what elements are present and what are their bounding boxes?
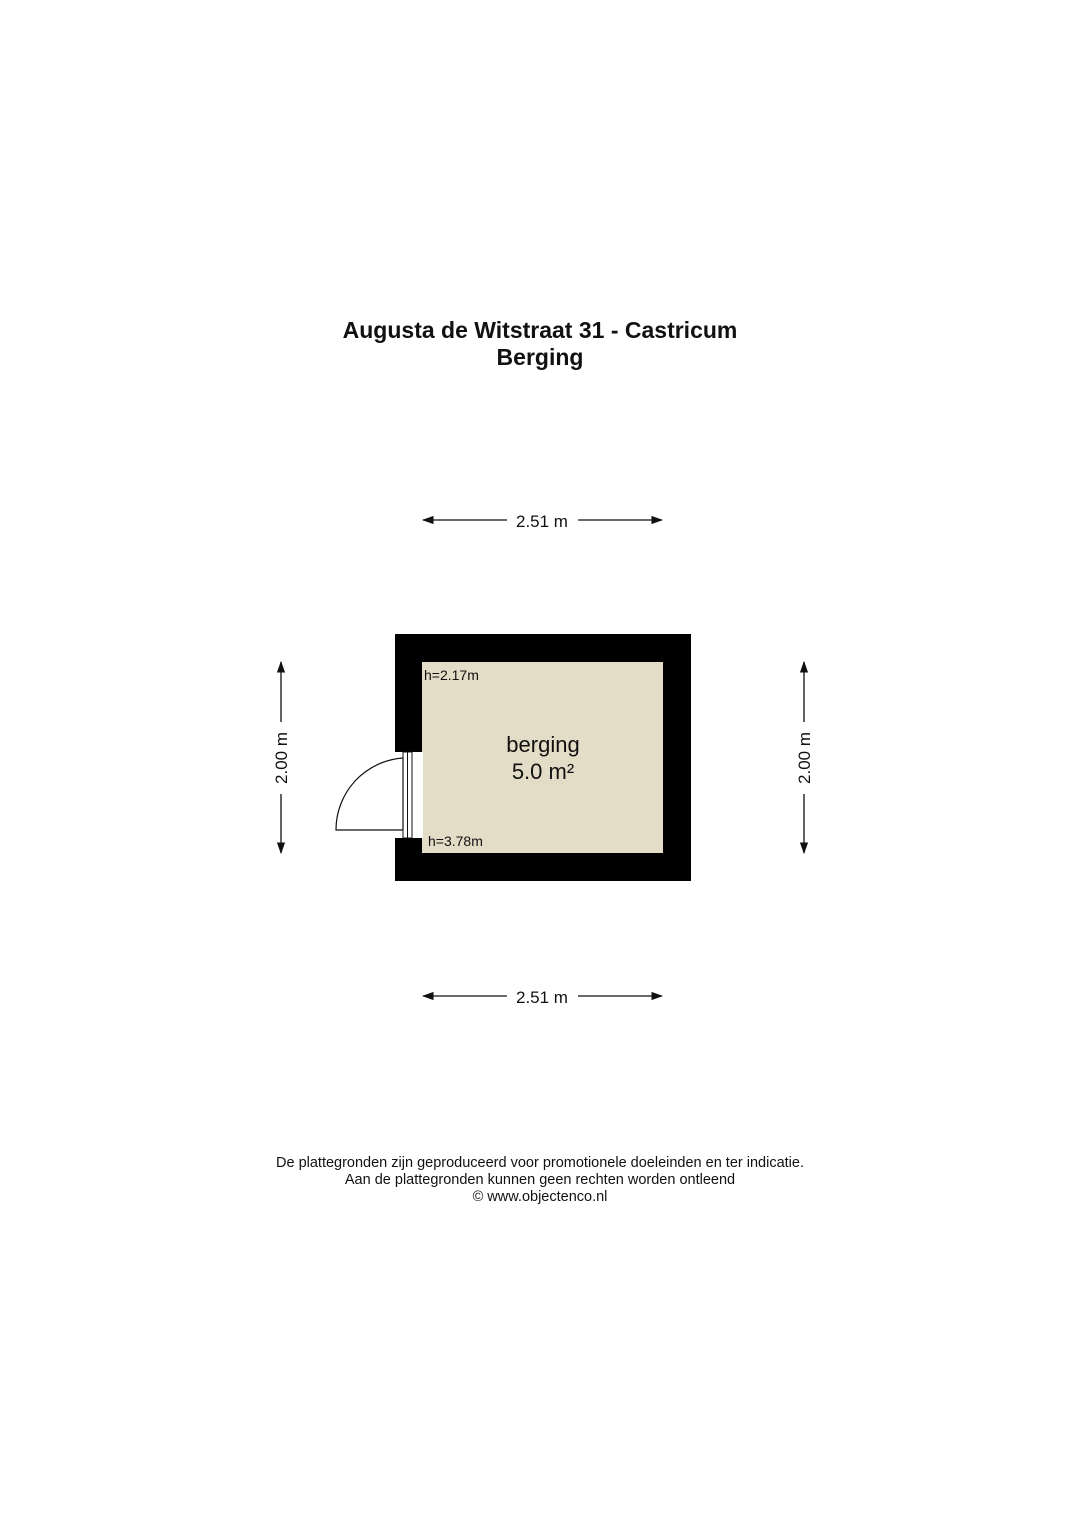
dimension-left-label: 2.00 m <box>272 732 291 784</box>
dimension-top <box>423 512 662 531</box>
page-title: Augusta de Witstraat 31 - Castricum <box>342 317 738 343</box>
disclaimer-line-1: De plattegronden zijn geproduceerd voor promotionele doeleinden en ter indicatie. <box>276 1155 804 1171</box>
dimension-bottom <box>423 988 662 1007</box>
copyright-link[interactable]: © www.objectenco.nl <box>472 1189 608 1205</box>
dimension-right-label: 2.00 m <box>795 732 814 784</box>
dimension-left <box>272 662 291 853</box>
room-name: berging <box>506 732 580 757</box>
ceiling-height-bottom: h=3.78m <box>428 833 483 849</box>
dimension-top-label: 2.51 m <box>516 512 568 531</box>
dimension-right <box>795 662 814 853</box>
room-area: 5.0 m² <box>511 759 575 784</box>
disclaimer-line-2: Aan de plattegronden kunnen geen rechten worden ontleend <box>344 1172 736 1188</box>
dimension-bottom-label: 2.51 m <box>516 988 568 1007</box>
floor-title: Berging <box>496 344 584 370</box>
ceiling-height-top: h=2.17m <box>424 667 479 683</box>
door-swing <box>336 758 403 830</box>
room-floor <box>422 662 663 853</box>
